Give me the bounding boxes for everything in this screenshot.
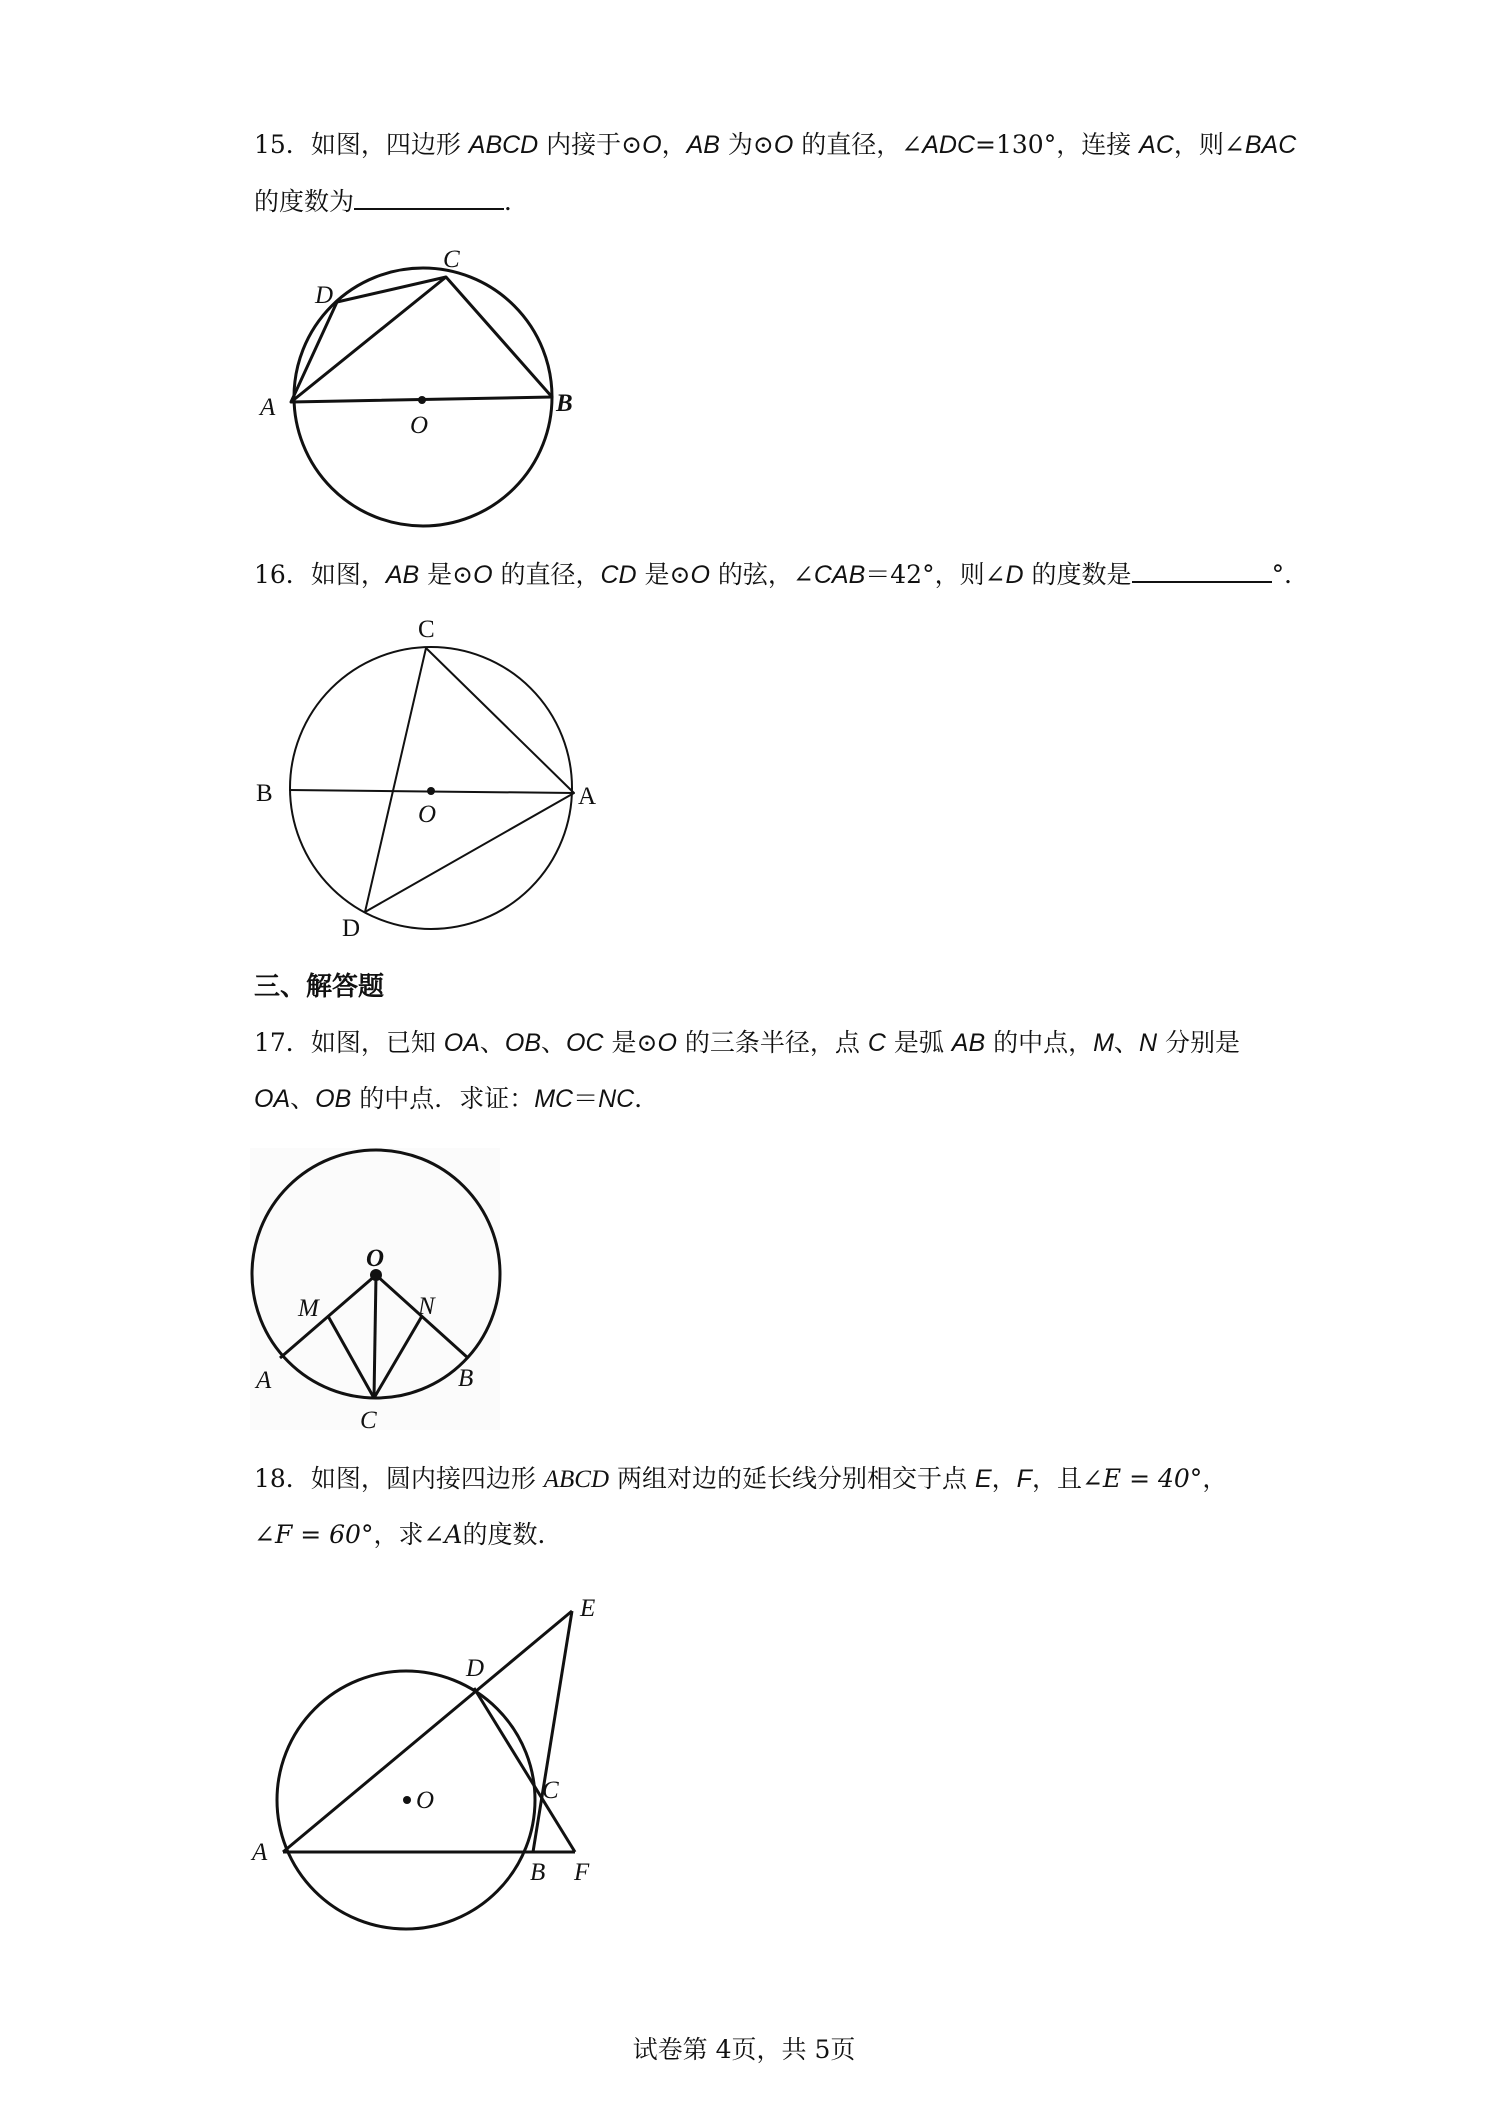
q15-text: 的直径，∠ xyxy=(793,130,923,159)
page-footer: 试卷第 4页，共 5页 xyxy=(632,2035,856,2064)
q15-var: ADC xyxy=(922,131,976,159)
q18-label-e: E xyxy=(580,1595,596,1622)
q15-var: O xyxy=(773,131,794,159)
q18-center-dot xyxy=(403,1796,411,1804)
q16-text: 的弦，∠ xyxy=(709,560,814,589)
q15-line-1 xyxy=(254,128,1296,162)
q18-line-dcf xyxy=(474,1688,575,1852)
q16-label-o: O xyxy=(418,801,437,828)
q16-label-c: C xyxy=(418,616,435,643)
q17-text: 的中点．求证： xyxy=(351,1084,535,1113)
q17-var: C xyxy=(867,1029,886,1057)
q17-text: 、 xyxy=(290,1084,316,1113)
q16-label-b: B xyxy=(256,780,273,807)
q18-label-d: D xyxy=(466,1655,485,1682)
q17-text: ＝ xyxy=(573,1084,599,1113)
q17-line-1 xyxy=(254,1026,1240,1060)
q15-text: ，则∠ xyxy=(1173,130,1245,159)
q17-text: 的中点， xyxy=(985,1028,1094,1057)
q16-text: 如图， xyxy=(310,560,386,589)
q15-center-dot xyxy=(418,396,426,404)
q17-label-m: M xyxy=(298,1295,319,1322)
q15-var: BAC xyxy=(1244,131,1297,159)
q18-line-2 xyxy=(254,1518,563,1552)
q15-label-b: B xyxy=(556,390,573,417)
q16-figure xyxy=(250,615,600,940)
q15-label-c: C xyxy=(443,246,460,273)
q16-answer-blank[interactable] xyxy=(1132,557,1272,583)
q16-number: 16． xyxy=(254,560,311,589)
q18-var: E xyxy=(974,1465,992,1493)
q18-text: 如图，圆内接四边形 xyxy=(310,1464,544,1493)
q16-label-d: D xyxy=(342,915,361,942)
q17-var: AB xyxy=(951,1029,986,1057)
q18-text: ，求 xyxy=(373,1520,424,1549)
q15-var: AC xyxy=(1139,131,1174,159)
q17-var: OB xyxy=(315,1085,352,1113)
q16-var: O xyxy=(473,561,493,589)
q17-var: MC xyxy=(534,1085,574,1113)
q17-figure xyxy=(250,1148,510,1433)
q17-number: 17． xyxy=(254,1028,311,1057)
q17-text: 是弧 xyxy=(885,1028,952,1057)
q18-expr-a: ∠A xyxy=(423,1520,463,1549)
q18-text: 的度数． xyxy=(462,1520,563,1549)
q18-expr-e: ∠E = 40° xyxy=(1081,1464,1203,1493)
q15-var: O xyxy=(642,131,662,159)
q15-line-2 xyxy=(254,184,529,219)
q16-center-dot xyxy=(427,787,435,795)
q17-var: NC xyxy=(598,1085,635,1113)
q17-var: M xyxy=(1093,1029,1114,1057)
q17-var: O xyxy=(657,1029,677,1057)
q17-text: 、 xyxy=(541,1028,567,1057)
q18-text: ，且 xyxy=(1031,1464,1082,1493)
q17-var: OA xyxy=(443,1029,480,1057)
q15-text: ， xyxy=(661,130,687,159)
q18-text: 两组对边的延长线分别相交于点 xyxy=(609,1464,975,1493)
q18-label-f: F xyxy=(574,1859,590,1886)
q17-text: 的三条半径，点 xyxy=(676,1028,868,1057)
q18-text: ， xyxy=(1202,1464,1228,1493)
q15-label-o: O xyxy=(410,412,429,439)
q17-text: ． xyxy=(634,1084,660,1113)
q16-line xyxy=(254,557,1309,592)
q15-label-d: D xyxy=(315,282,334,309)
q18-line-1 xyxy=(254,1462,1227,1497)
q18-label-a: A xyxy=(252,1839,268,1866)
q15-label-a: A xyxy=(260,394,276,421)
q16-var: CAB xyxy=(813,561,866,589)
q16-var: D xyxy=(1005,561,1024,589)
q17-line-2 xyxy=(254,1082,659,1116)
q15-var: ABCD xyxy=(468,131,539,159)
q18-var: F xyxy=(1016,1465,1032,1493)
q17-var: OA xyxy=(254,1085,291,1113)
q18-label-c: C xyxy=(542,1777,559,1804)
q17-label-c: C xyxy=(360,1407,377,1434)
q17-text: 、 xyxy=(479,1028,505,1057)
q16-text: °． xyxy=(1271,560,1310,589)
q15-text: =130°，连接 xyxy=(975,130,1140,159)
q17-text: 分别是 xyxy=(1157,1028,1240,1057)
q17-var: OB xyxy=(504,1029,542,1057)
q17-label-a: A xyxy=(256,1367,272,1394)
q18-number: 18． xyxy=(254,1464,311,1493)
q16-text: 的度数是 xyxy=(1023,560,1132,589)
q18-figure xyxy=(250,1578,610,1958)
section-title: 三、解答题 xyxy=(254,972,385,1002)
q17-label-b: B xyxy=(458,1365,474,1392)
q17-radius-oc xyxy=(374,1275,376,1398)
q15-answer-blank[interactable] xyxy=(354,184,504,210)
q18-label-b: B xyxy=(530,1859,546,1886)
q16-text: 是⊙ xyxy=(419,560,474,589)
q17-text: 如图，已知 xyxy=(310,1028,444,1057)
q16-var: CD xyxy=(600,561,637,589)
q16-var: O xyxy=(690,561,710,589)
q17-var: OC xyxy=(566,1029,604,1057)
q15-text: 为⊙ xyxy=(719,130,774,159)
q17-var: N xyxy=(1138,1029,1157,1057)
q18-line-ade xyxy=(283,1611,572,1852)
q18-expr-f: ∠F = 60° xyxy=(254,1520,374,1549)
q17-text: 是⊙ xyxy=(603,1028,658,1057)
q16-var: AB xyxy=(385,561,420,589)
q15-var: AB xyxy=(686,131,720,159)
q17-label-o: O xyxy=(366,1245,385,1272)
q15-figure xyxy=(250,245,573,535)
q16-text: 是⊙ xyxy=(636,560,691,589)
q18-text: ， xyxy=(991,1464,1017,1493)
q15-number: 15． xyxy=(254,130,311,159)
q16-text: 的直径， xyxy=(492,560,601,589)
q18-label-o: O xyxy=(416,1787,435,1814)
q15-text: 内接于⊙ xyxy=(538,130,643,159)
q17-label-n: N xyxy=(418,1293,435,1320)
q16-triangle xyxy=(365,648,574,912)
q16-label-a: A xyxy=(578,783,597,810)
q17-text: 、 xyxy=(1113,1028,1139,1057)
q15-text: 如图，四边形 xyxy=(310,130,469,159)
q16-text: ＝42°，则∠ xyxy=(865,560,1006,589)
q15-text: 的度数为 xyxy=(254,187,355,216)
q15-text: ． xyxy=(504,187,530,216)
q18-var: ABCD xyxy=(543,1466,610,1493)
